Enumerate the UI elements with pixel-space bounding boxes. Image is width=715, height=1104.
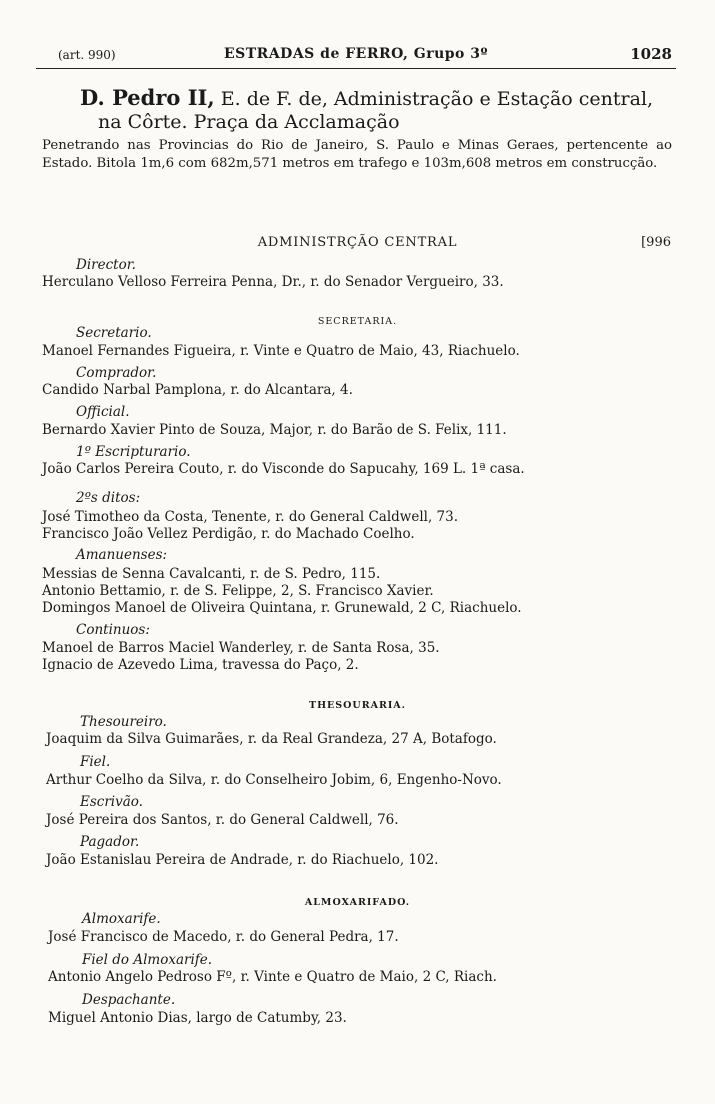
- staff-line: Manoel Fernandes Figueira, r. Vinte e Quatro de Maio, 43, Riachuelo.: [42, 343, 520, 359]
- staff-line: Antonio Angelo Pedroso Fº, r. Vinte e Quatro de Maio, 2 C, Riach.: [48, 969, 497, 985]
- staff-line: Ignacio de Azevedo Lima, travessa do Paço, 2.: [42, 657, 359, 673]
- role-label: Official.: [76, 404, 130, 420]
- staff-line: Messias de Senna Cavalcanti, r. de S. Pedro, 115.: [42, 566, 381, 582]
- role-label: Continuos:: [76, 622, 150, 638]
- admin-section-header: [0, 235, 715, 255]
- admin-title: ADMINISTRÇÃO CENTRAL: [257, 235, 458, 250]
- running-title: ESTRADAS de FERRO, Grupo 3º: [223, 46, 488, 62]
- entry-heading: [80, 85, 680, 133]
- staff-line: José Francisco de Macedo, r. do General Pedra, 17.: [48, 929, 399, 945]
- staff-line: Miguel Antonio Dias, largo de Catumby, 23.: [48, 1010, 347, 1026]
- role-label: Fiel do Almoxarife.: [82, 952, 213, 968]
- role-label: Secretario.: [76, 325, 152, 341]
- heading-name: D. Pedro II,: [80, 85, 215, 110]
- role-label: Fiel.: [80, 754, 111, 770]
- article-reference: (art. 990): [58, 48, 116, 62]
- staff-line: Francisco João Vellez Perdigão, r. do Machado Coelho.: [42, 526, 415, 542]
- role-label: Thesoureiro.: [80, 714, 167, 730]
- staff-line: José Timotheo da Costa, Tenente, r. do General Caldwell, 73.: [42, 509, 459, 525]
- staff-line: Domingos Manoel de Oliveira Quintana, r. Grunewald, 2 C, Riachuelo.: [42, 600, 522, 616]
- staff-line: Joaquim da Silva Guimarães, r. da Real Grandeza, 27 A, Botafogo.: [46, 731, 497, 747]
- staff-line: João Carlos Pereira Couto, r. do Visconde do Sapucahy, 169 L. 1ª casa.: [42, 461, 525, 477]
- almoxarifado-title: ALMOXARIFADO.: [304, 897, 411, 908]
- staff-line: João Estanislau Pereira de Andrade, r. do Riachuelo, 102.: [46, 852, 439, 868]
- role-label: Escrivão.: [80, 794, 143, 810]
- thesouraria-title: THESOURARIA.: [309, 700, 406, 711]
- role-label: Pagador.: [80, 834, 140, 850]
- page-number: 1028: [630, 45, 672, 63]
- heading-line2: na Côrte. Praça da Acclamação: [98, 111, 400, 133]
- role-label: Despachante.: [82, 992, 176, 1008]
- director-name: Herculano Velloso Ferreira Penna, Dr., r. do Senador Vergueiro, 33.: [42, 274, 504, 290]
- staff-line: Antonio Bettamio, r. de S. Felippe, 2, S. Francisco Xavier.: [42, 583, 434, 599]
- staff-line: Arthur Coelho da Silva, r. do Conselheiro Jobim, 6, Engenho-Novo.: [46, 772, 502, 788]
- role-label: 2ºs ditos:: [76, 490, 141, 506]
- staff-line: José Pereira dos Santos, r. do General Caldwell, 76.: [46, 812, 399, 828]
- role-label: Amanuenses:: [76, 547, 168, 563]
- heading-rest: E. de F. de, Administração e Estação central,: [214, 88, 654, 110]
- role-label: Almoxarife.: [82, 911, 161, 927]
- staff-line: Bernardo Xavier Pinto de Souza, Major, r. do Barão de S. Felix, 111.: [42, 422, 507, 438]
- role-label: 1º Escripturario.: [76, 444, 191, 460]
- staff-line: Candido Narbal Pamplona, r. do Alcantara, 4.: [42, 382, 353, 398]
- intro-paragraph: Penetrando nas Provincias do Rio de Janeiro, S. Paulo e Minas Geraes, pertencente ao Estado. Bitola 1m,6 com 682m,571 metros em trafego e 103m,608 metros em construcção.: [42, 138, 672, 171]
- running-header: [36, 44, 676, 69]
- admin-ref: [996: [641, 235, 671, 250]
- role-label: Comprador.: [76, 365, 157, 381]
- staff-line: Manoel de Barros Maciel Wanderley, r. de Santa Rosa, 35.: [42, 640, 440, 656]
- director-role: Director.: [76, 257, 136, 273]
- secretaria-title: SECRETARIA.: [317, 316, 398, 327]
